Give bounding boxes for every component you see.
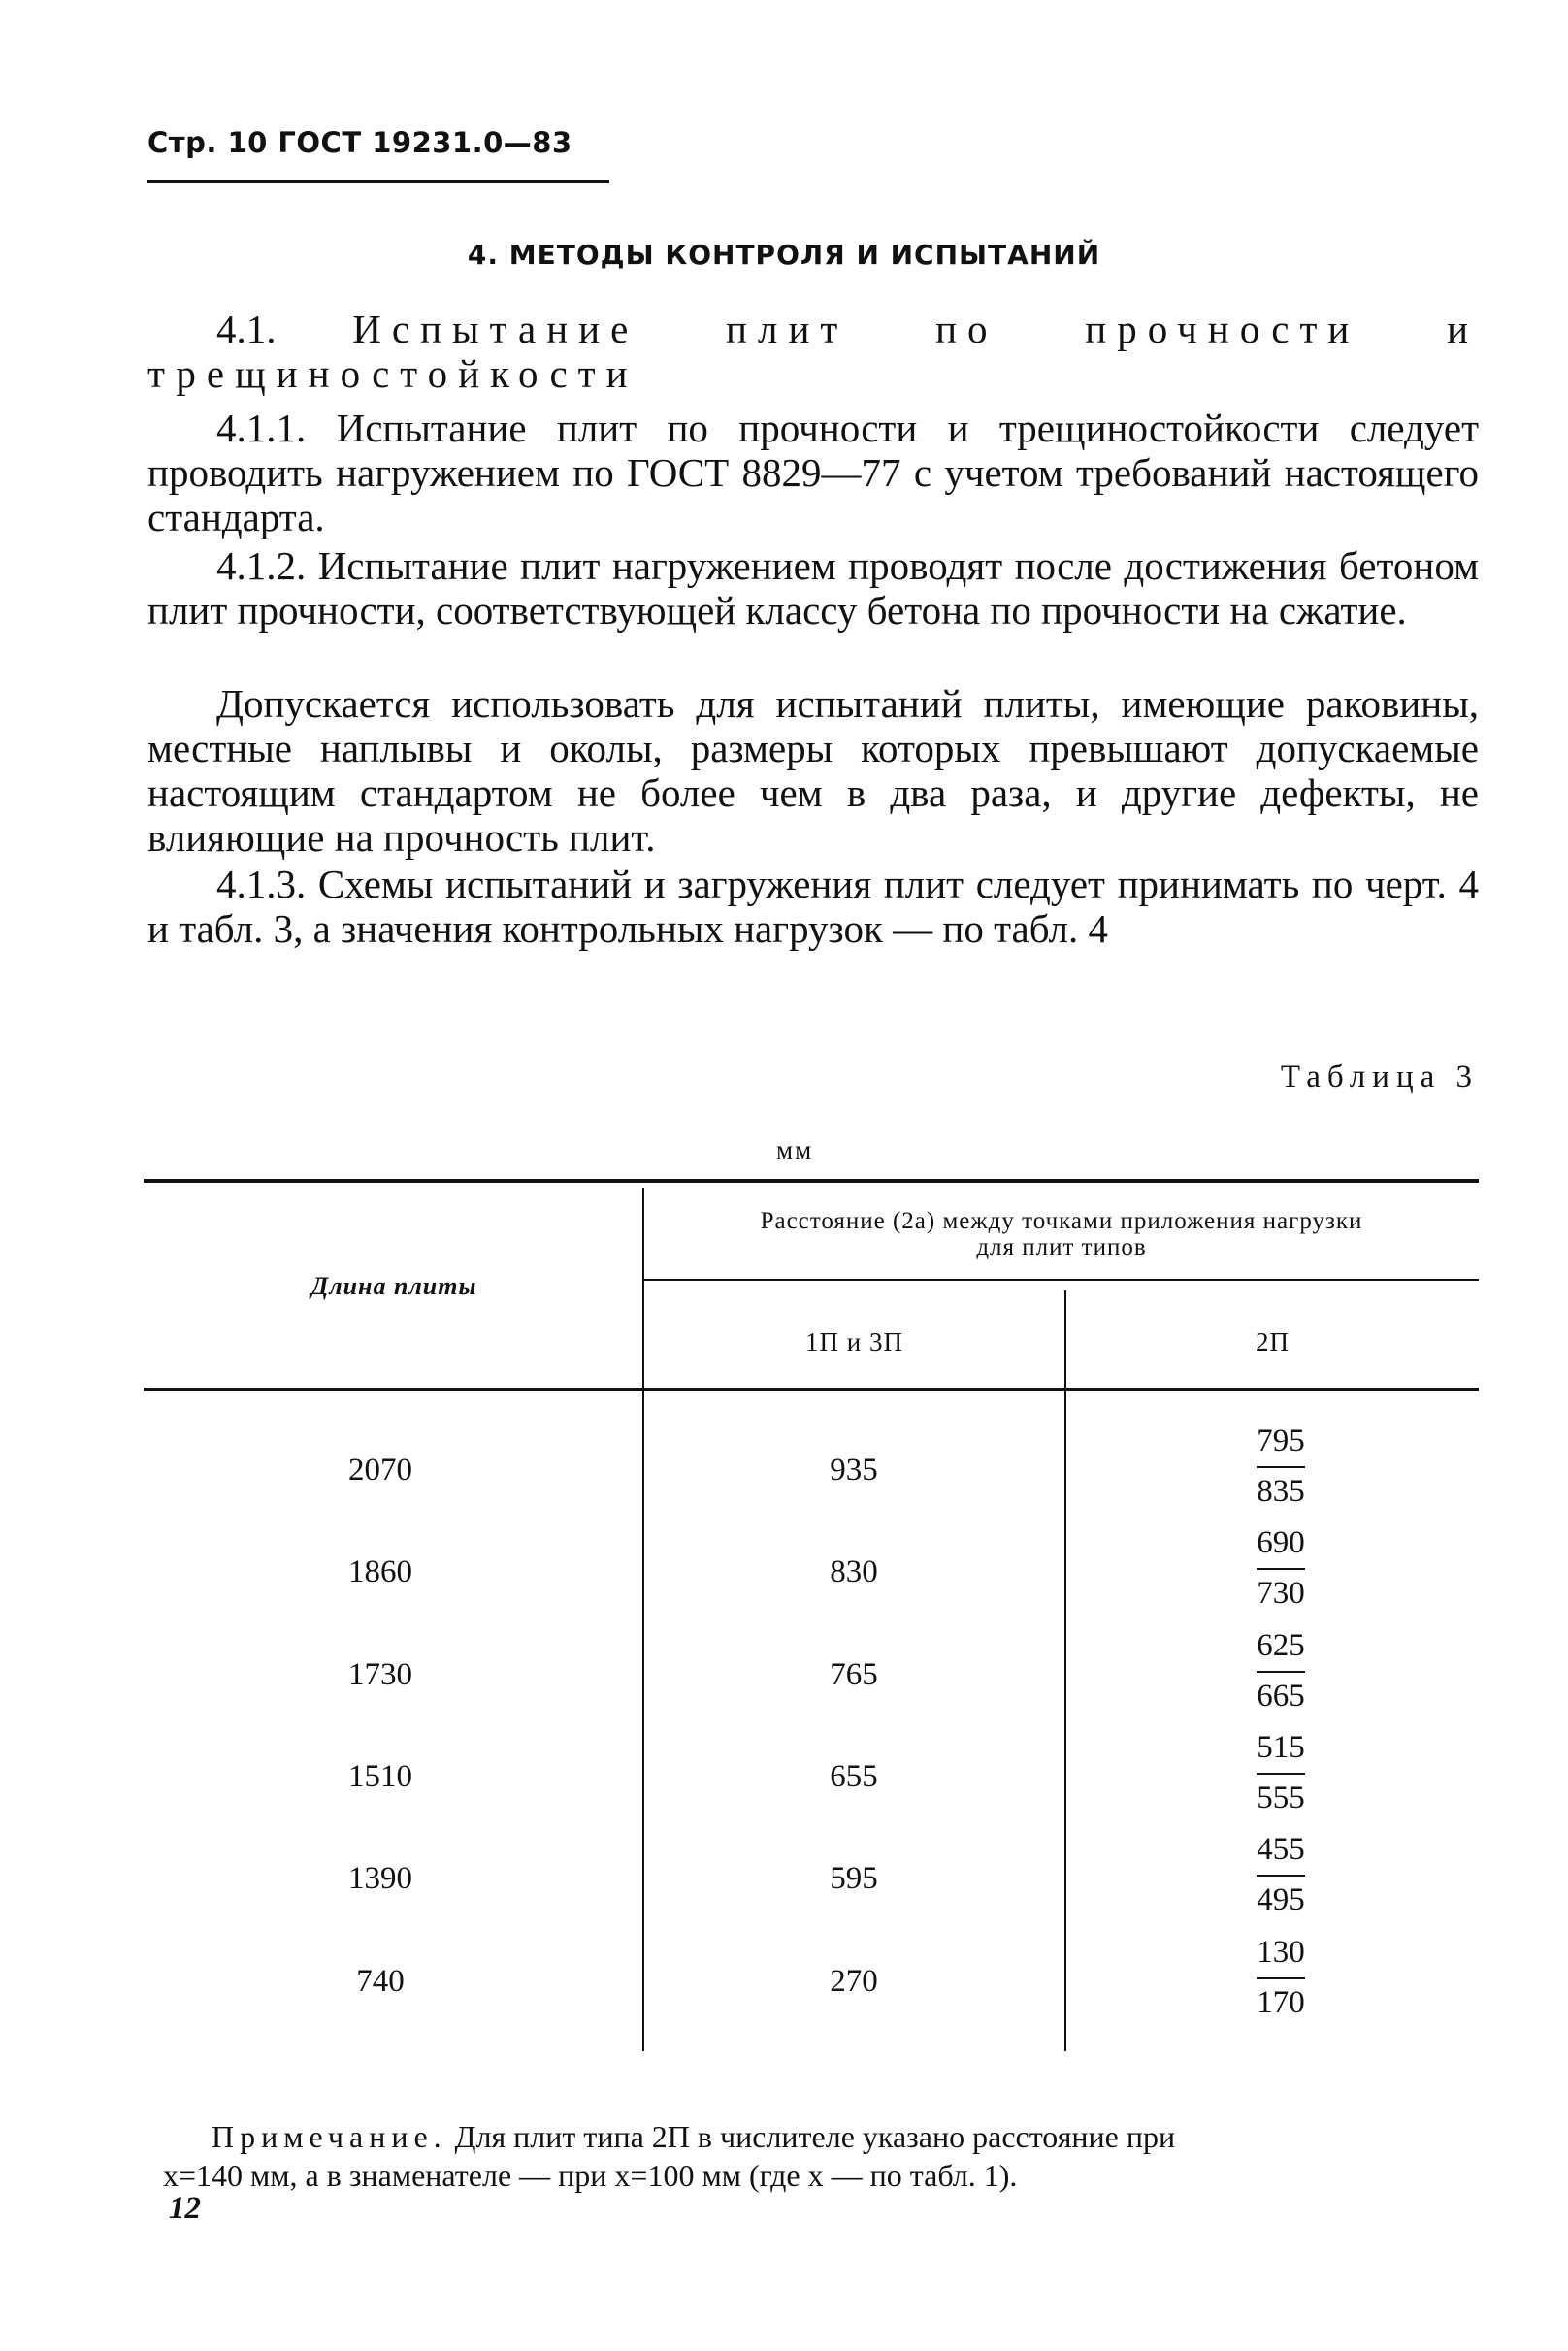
table-divider-1 [642, 1188, 644, 2051]
fraction-denominator: 170 [1257, 1985, 1305, 2020]
table-top-rule [144, 1179, 1479, 1183]
fraction-numerator: 690 [1257, 1525, 1305, 1560]
cell-length: 1510 [348, 1759, 412, 1794]
paragraph-4-1-2: 4.1.2. Испытание плит нагружением проводят после достижения бетоном плит прочности, соответствующей классу бетона по прочности на сжатие. [147, 543, 1479, 633]
fraction-bar [1257, 1466, 1305, 1468]
table-note [163, 2117, 1492, 2195]
cell-distance-2p [1203, 1728, 1358, 1817]
header-distance-line2: для плит типов [976, 1234, 1147, 1260]
cell-distance-2p [1203, 1830, 1358, 1919]
header-rule [147, 180, 609, 183]
fraction-denominator: 730 [1257, 1576, 1305, 1611]
cell-distance-2p [1203, 1933, 1358, 2022]
cell-distance-1p-3p: 765 [830, 1657, 878, 1692]
fraction-bar [1257, 1875, 1305, 1877]
cell-length: 1860 [348, 1554, 412, 1589]
table-divider-2 [1064, 1290, 1066, 2051]
fraction-bar [1257, 1671, 1305, 1673]
fraction-bar [1257, 1977, 1305, 1979]
paragraph-4-1-3: 4.1.3. Схемы испытаний и загружения плит следует принимать по черт. 4 и табл. 3, а значения контрольных нагрузок — по табл. 4 [147, 862, 1479, 951]
page-header: Стр. 10 ГОСТ 19231.0—83 [147, 126, 572, 159]
fraction-denominator: 665 [1257, 1679, 1305, 1714]
fraction-numerator: 625 [1257, 1628, 1305, 1663]
fraction-numerator: 130 [1257, 1935, 1305, 1970]
cell-length: 1730 [348, 1657, 412, 1692]
table-units: мм [776, 1135, 814, 1164]
paragraph-4-1-number: 4.1. [216, 307, 277, 351]
note-text-line1: Для плит типа 2П в числителе указано расстояние при [446, 2119, 1176, 2154]
cell-distance-1p-3p: 270 [830, 1964, 878, 1999]
fraction-denominator: 835 [1257, 1474, 1305, 1509]
cell-distance-2p [1203, 1626, 1358, 1715]
fraction-denominator: 495 [1257, 1882, 1305, 1917]
header-type-1p-3p: 1П и 3П [805, 1327, 903, 1356]
fraction-bar [1257, 1568, 1305, 1570]
cell-distance-1p-3p: 595 [830, 1861, 878, 1896]
table-header-rule [144, 1388, 1479, 1391]
cell-distance-2p [1203, 1523, 1358, 1613]
paragraph-allowance: Допускается использовать для испытаний плиты, имеющие раковины, местные наплывы и околы, размеры которых превышают допускаемые настоящим стандартом не более чем в два раза, и другие дефекты, не влияющие на прочность плит. [147, 681, 1479, 860]
header-distance-line1: Расстояние (2a) между точками приложения нагрузки [760, 1208, 1363, 1234]
paragraph-4-1 [147, 307, 1479, 396]
header-type-2p: 2П [1256, 1327, 1290, 1356]
cell-length: 2070 [348, 1453, 412, 1487]
cell-distance-1p-3p: 935 [830, 1453, 878, 1487]
paragraph-4-1-1: 4.1.1. Испытание плит по прочности и трещиностойкости следует проводить нагружением по ГОСТ 8829—77 с учетом требований настоящего стандарта. [147, 406, 1479, 539]
cell-distance-1p-3p: 655 [830, 1759, 878, 1794]
page-number: 12 [169, 2191, 201, 2226]
fraction-denominator: 555 [1257, 1780, 1305, 1815]
cell-length: 1390 [348, 1861, 412, 1896]
cell-length: 740 [356, 1964, 405, 1999]
paragraph-4-1-heading: Испытание плит по прочности и трещиностойкости [147, 307, 1480, 396]
fraction-bar [1257, 1773, 1305, 1775]
table-group-rule [644, 1279, 1479, 1281]
fraction-numerator: 515 [1257, 1730, 1305, 1765]
table-caption: Таблица 3 [1280, 1060, 1479, 1094]
cell-distance-2p [1203, 1421, 1358, 1511]
header-length: Длина плиты [310, 1272, 477, 1300]
fraction-numerator: 455 [1257, 1832, 1305, 1867]
fraction-numerator: 795 [1257, 1423, 1305, 1458]
cell-distance-1p-3p: 830 [830, 1554, 878, 1589]
section-title: 4. МЕТОДЫ КОНТРОЛЯ И ИСПЫТАНИЙ [467, 239, 1101, 271]
note-text-line2: x=140 мм, а в знаменателе — при x=100 мм (где x — по табл. 1). [163, 2158, 1018, 2193]
note-label: Примечание. [212, 2119, 447, 2154]
